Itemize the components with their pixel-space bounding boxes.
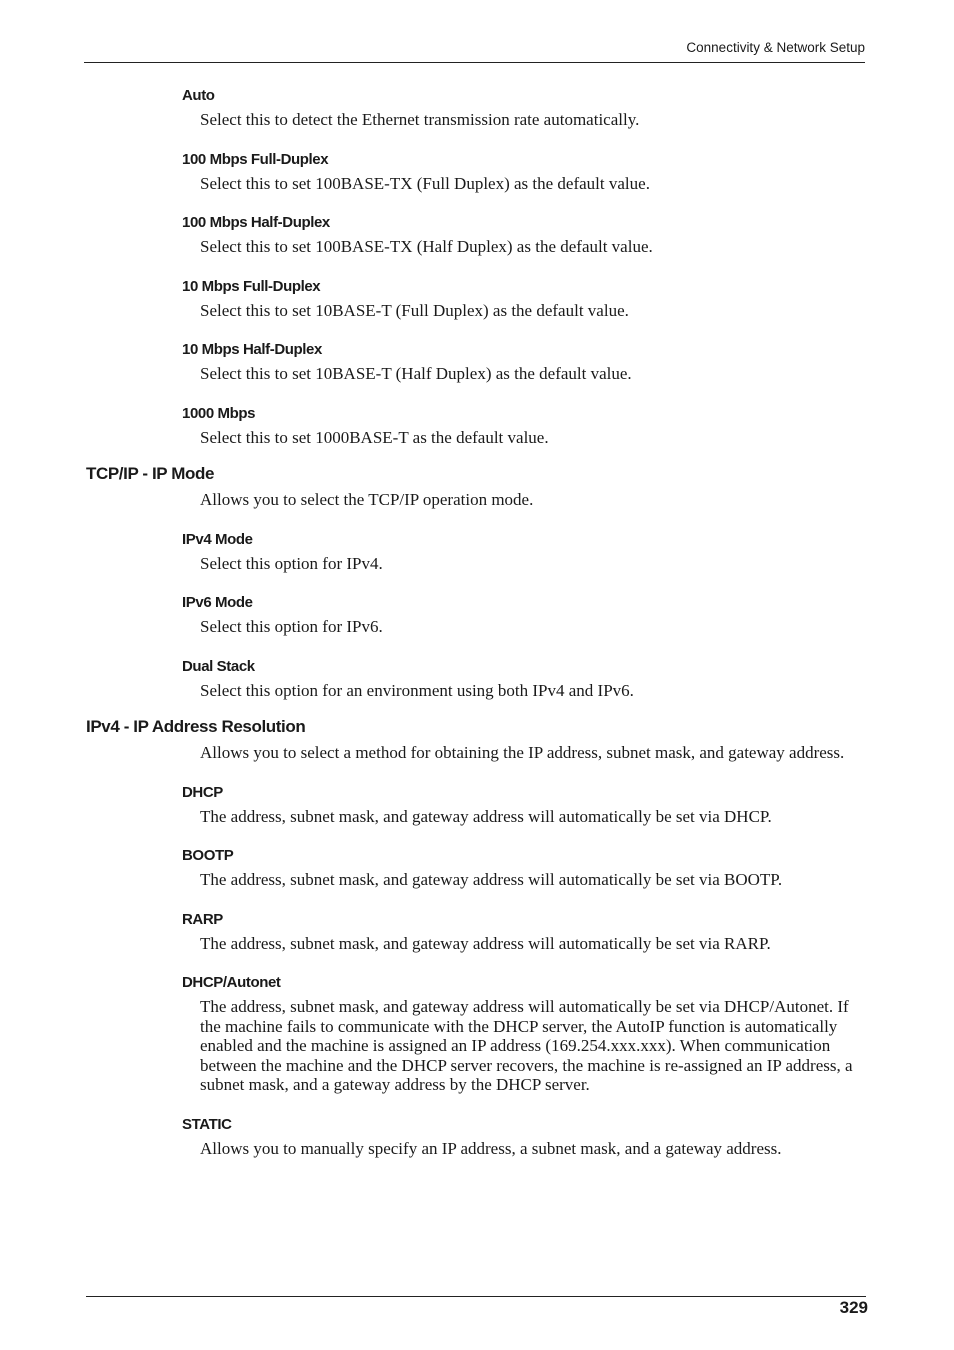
- option-ipv6-mode: [0, 590, 954, 637]
- option-description: Select this option for an environment using both IPv4 and IPv6.: [200, 680, 634, 700]
- header-rule: [84, 62, 865, 63]
- option-100-half-duplex: [0, 210, 954, 257]
- option-description: Select this option for IPv4.: [200, 553, 383, 573]
- option-bootp: [0, 843, 954, 890]
- option-title: DHCP: [182, 783, 223, 801]
- option-description: Select this to set 100BASE-TX (Half Duplex) as the default value.: [200, 237, 653, 256]
- option-title: DHCP/Autonet: [182, 974, 281, 991]
- option-title: STATIC: [182, 1115, 232, 1133]
- footer-rule: [86, 1296, 866, 1297]
- option-1000: [0, 401, 954, 448]
- option-title: IPv4 Mode: [182, 530, 253, 548]
- section-description: Allows you to select the TCP/IP operation mode.: [200, 490, 534, 509]
- option-title: RARP: [182, 910, 223, 928]
- option-title: 10 Mbps Half-Duplex: [182, 341, 322, 358]
- running-header: Connectivity & Network Setup: [686, 40, 865, 55]
- option-title: BOOTP: [182, 847, 234, 864]
- section-ip-mode: [0, 463, 954, 510]
- option-title: Dual Stack: [182, 657, 255, 675]
- option-auto: [0, 83, 954, 130]
- option-ipv4-mode: [0, 527, 954, 574]
- option-description: Select this to set 100BASE-TX (Full Duplex) as the default value.: [200, 173, 650, 193]
- section-ip-resolution: [0, 716, 954, 763]
- option-title: 100 Mbps Full-Duplex: [182, 150, 329, 168]
- option-dhcp: [0, 780, 954, 827]
- option-100-full-duplex: [0, 147, 954, 194]
- option-description: The address, subnet mask, and gateway address will automatically be set via DHCP.: [200, 806, 772, 826]
- option-description: Select this to set 1000BASE-T as the default value.: [200, 427, 549, 447]
- option-rarp: [0, 907, 954, 954]
- option-title: Auto: [182, 87, 215, 104]
- option-dual-stack: [0, 654, 954, 701]
- option-10-full-duplex: [0, 274, 954, 321]
- option-description: The address, subnet mask, and gateway address will automatically be set via DHCP/Autonet. If the machine fails to communicate with the DHCP server, the AutoIP function is automatically enabled and the machine is assigned an IP address (169.254.xxx.xxx). When communication between the machine and the DHCP server recovers, the machine is re-assigned an IP address, a subnet mask, and a gateway address by the DHCP server.: [200, 997, 853, 1094]
- option-title: 1000 Mbps: [182, 404, 256, 422]
- page-content: [0, 83, 954, 1175]
- option-description: Select this to detect the Ethernet transmission rate automatically.: [200, 110, 640, 129]
- option-static: [0, 1112, 954, 1159]
- option-description: Select this to set 10BASE-T (Full Duplex) as the default value.: [200, 300, 629, 320]
- option-dhcp-autonet: [0, 970, 954, 1095]
- option-title: 100 Mbps Half-Duplex: [182, 214, 330, 231]
- option-description: Allows you to manually specify an IP address, a subnet mask, and a gateway address.: [200, 1138, 782, 1158]
- section-title: IPv4 - IP Address Resolution: [86, 717, 306, 736]
- option-description: The address, subnet mask, and gateway address will automatically be set via BOOTP.: [200, 870, 783, 889]
- option-10-half-duplex: [0, 337, 954, 384]
- section-title: TCP/IP - IP Mode: [86, 464, 215, 483]
- option-description: Select this option for IPv6.: [200, 617, 383, 636]
- option-title: IPv6 Mode: [182, 594, 253, 611]
- section-description: Allows you to select a method for obtaining the IP address, subnet mask, and gateway address.: [200, 743, 845, 762]
- option-title: 10 Mbps Full-Duplex: [182, 277, 321, 295]
- option-description: Select this to set 10BASE-T (Half Duplex) as the default value.: [200, 364, 632, 383]
- page-number: 329: [839, 1298, 868, 1317]
- option-description: The address, subnet mask, and gateway address will automatically be set via RARP.: [200, 933, 771, 953]
